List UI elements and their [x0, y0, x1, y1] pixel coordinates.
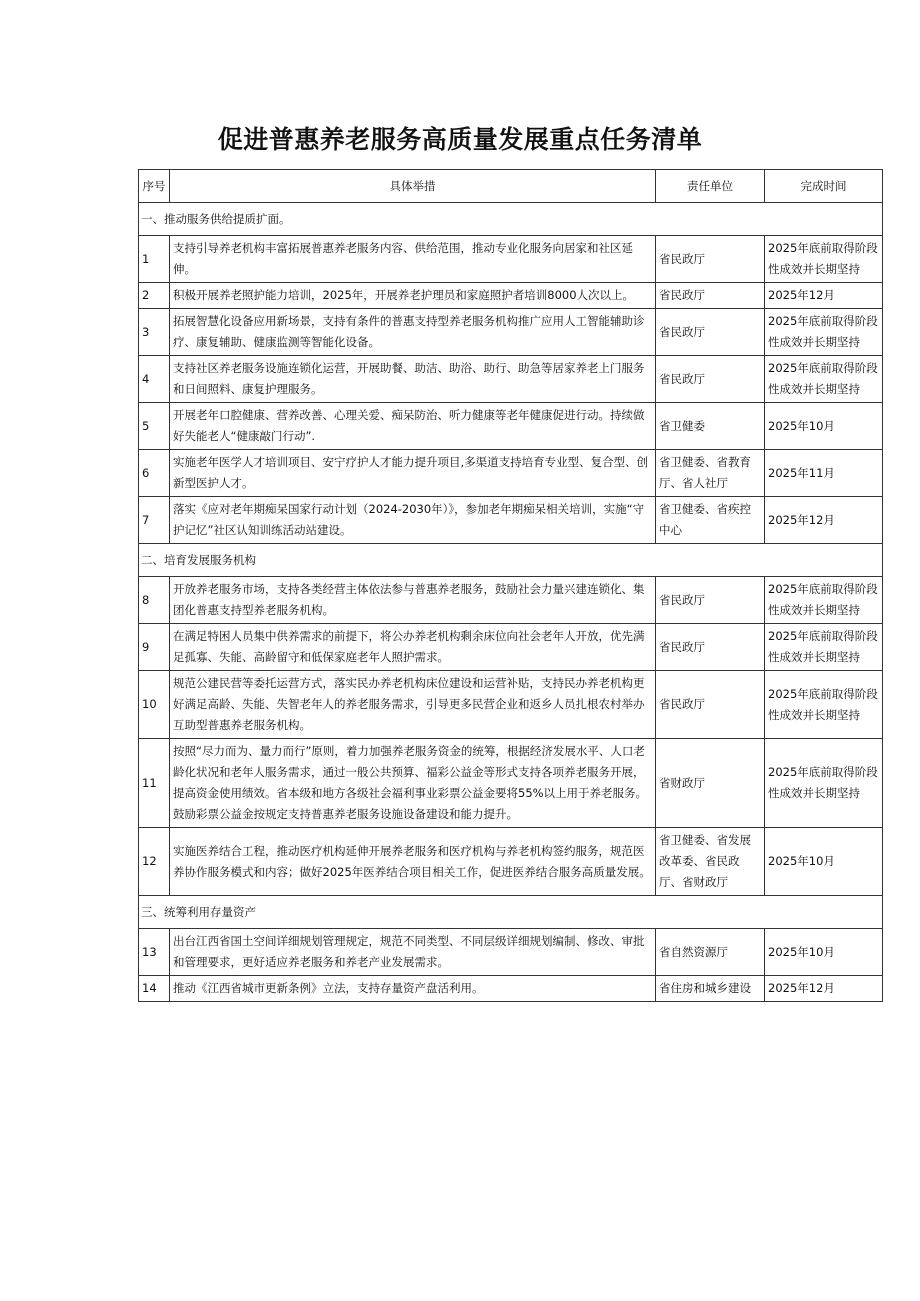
- header-unit: 责任单位: [656, 170, 765, 203]
- row-completion-time: 2025年10月: [765, 828, 883, 896]
- row-completion-time: 2025年11月: [765, 450, 883, 497]
- table-row: [139, 309, 883, 356]
- table-row: [139, 450, 883, 497]
- table-row: [139, 976, 883, 1002]
- section-heading: 二、培育发展服务机构: [139, 544, 883, 577]
- row-completion-time: 2025年10月: [765, 929, 883, 976]
- row-completion-time: 2025年底前取得阶段性成效并长期坚持: [765, 577, 883, 624]
- table-row: [139, 497, 883, 544]
- table-row: [139, 283, 883, 309]
- row-responsible-unit: 省民政厅: [656, 236, 765, 283]
- section-heading: 一、推动服务供给提质扩面。: [139, 203, 883, 236]
- row-completion-time: 2025年底前取得阶段性成效并长期坚持: [765, 356, 883, 403]
- section-row: [139, 544, 883, 577]
- row-measure: 拓展智慧化设备应用新场景，支持有条件的普惠支持型养老服务机构推广应用人工智能辅助诊疗、康复辅助、健康监测等智能化设备。: [170, 309, 656, 356]
- row-number: 1: [139, 236, 170, 283]
- row-responsible-unit: 省民政厅: [656, 283, 765, 309]
- task-table: [138, 169, 883, 1002]
- header-measure: 具体举措: [170, 170, 656, 203]
- row-number: 6: [139, 450, 170, 497]
- row-measure: 开放养老服务市场，支持各类经营主体依法参与普惠养老服务，鼓励社会力量兴建连锁化、集团化普惠支持型养老服务机构。: [170, 577, 656, 624]
- header-time: 完成时间: [765, 170, 883, 203]
- row-responsible-unit: 省财政厅: [656, 739, 765, 828]
- row-measure: 开展老年口腔健康、营养改善、心理关爱、痴呆防治、听力健康等老年健康促进行动。持续做好失能老人“健康敲门行动”.: [170, 403, 656, 450]
- row-number: 9: [139, 624, 170, 671]
- row-number: 5: [139, 403, 170, 450]
- row-number: 10: [139, 671, 170, 739]
- row-measure: 支持引导养老机构丰富拓展普惠养老服务内容、供给范围，推动专业化服务向居家和社区延伸。: [170, 236, 656, 283]
- row-completion-time: 2025年12月: [765, 976, 883, 1002]
- section-row: [139, 203, 883, 236]
- row-number: 4: [139, 356, 170, 403]
- row-completion-time: 2025年底前取得阶段性成效并长期坚持: [765, 739, 883, 828]
- section-row: [139, 896, 883, 929]
- row-number: 3: [139, 309, 170, 356]
- row-completion-time: 2025年底前取得阶段性成效并长期坚持: [765, 671, 883, 739]
- row-responsible-unit: 省卫健委、省发展改革委、省民政厅、省财政厅: [656, 828, 765, 896]
- row-measure: 实施医养结合工程，推动医疗机构延伸开展养老服务和医疗机构与养老机构签约服务，规范医养协作服务模式和内容；做好2025年医养结合项目相关工作，促进医养结合服务高质量发展。: [170, 828, 656, 896]
- header-no: 序号: [139, 170, 170, 203]
- table-row: [139, 577, 883, 624]
- row-completion-time: 2025年12月: [765, 497, 883, 544]
- row-responsible-unit: 省民政厅: [656, 356, 765, 403]
- table-row: [139, 624, 883, 671]
- table-row: [139, 671, 883, 739]
- row-measure: 实施老年医学人才培训项目、安宁疗护人才能力提升项目,多渠道支持培育专业型、复合型、创新型医护人才。: [170, 450, 656, 497]
- table-row: [139, 828, 883, 896]
- section-heading: 三、统筹利用存量资产: [139, 896, 883, 929]
- row-measure: 支持社区养老服务设施连锁化运营，开展助餐、助洁、助浴、助行、助急等居家养老上门服务和日间照料、康复护理服务。: [170, 356, 656, 403]
- row-completion-time: 2025年12月: [765, 283, 883, 309]
- row-number: 8: [139, 577, 170, 624]
- table-row: [139, 403, 883, 450]
- row-number: 2: [139, 283, 170, 309]
- row-completion-time: 2025年底前取得阶段性成效并长期坚持: [765, 624, 883, 671]
- row-measure: 推动《江西省城市更新条例》立法，支持存量资产盘活利用。: [170, 976, 656, 1002]
- row-number: 12: [139, 828, 170, 896]
- row-responsible-unit: 省卫健委: [656, 403, 765, 450]
- row-measure: 落实《应对老年期痴呆国家行动计划（2024-2030年）》，参加老年期痴呆相关培训，实施“守护记忆”社区认知训练活动站建设。: [170, 497, 656, 544]
- table-row: [139, 929, 883, 976]
- table-header-row: [139, 170, 883, 203]
- row-responsible-unit: 省住房和城乡建设: [656, 976, 765, 1002]
- row-number: 14: [139, 976, 170, 1002]
- page-title: 促进普惠养老服务高质量发展重点任务清单: [217, 125, 703, 154]
- row-measure: 按照“尽力而为、量力而行”原则，着力加强养老服务资金的统筹，根据经济发展水平、人口老龄化状况和老年人服务需求，通过一般公共预算、福彩公益金等形式支持各项养老服务开展，提高资金使用绩效。省本级和地方各级社会福利事业彩票公益金要将55%以上用于养老服务。鼓励彩票公益金按规定支持普惠养老服务设施设备建设和能力提升。: [170, 739, 656, 828]
- row-measure: 在满足特困人员集中供养需求的前提下，将公办养老机构剩余床位向社会老年人开放，优先满足孤寡、失能、高龄留守和低保家庭老年人照护需求。: [170, 624, 656, 671]
- row-measure: 出台江西省国土空间详细规划管理规定，规范不同类型、不同层级详细规划编制、修改、审批和管理要求，更好适应养老服务和养老产业发展需求。: [170, 929, 656, 976]
- row-responsible-unit: 省自然资源厅: [656, 929, 765, 976]
- row-responsible-unit: 省民政厅: [656, 577, 765, 624]
- row-completion-time: 2025年底前取得阶段性成效并长期坚持: [765, 309, 883, 356]
- row-responsible-unit: 省卫健委、省疾控中心: [656, 497, 765, 544]
- row-responsible-unit: 省民政厅: [656, 671, 765, 739]
- table-row: [139, 356, 883, 403]
- table-row: [139, 739, 883, 828]
- row-responsible-unit: 省卫健委、省教育厅、省人社厅: [656, 450, 765, 497]
- row-completion-time: 2025年底前取得阶段性成效并长期坚持: [765, 236, 883, 283]
- row-responsible-unit: 省民政厅: [656, 624, 765, 671]
- row-responsible-unit: 省民政厅: [656, 309, 765, 356]
- row-number: 13: [139, 929, 170, 976]
- row-completion-time: 2025年10月: [765, 403, 883, 450]
- row-number: 11: [139, 739, 170, 828]
- table-row: [139, 236, 883, 283]
- row-number: 7: [139, 497, 170, 544]
- row-measure: 规范公建民营等委托运营方式，落实民办养老机构床位建设和运营补贴，支持民办养老机构更好满足高龄、失能、失智老年人的养老服务需求，引导更多民营企业和返乡人员扎根农村举办互助型普惠养老服务机构。: [170, 671, 656, 739]
- task-table-body: [139, 203, 883, 1002]
- row-measure: 积极开展养老照护能力培训，2025年，开展养老护理员和家庭照护者培训8000人次以上。: [170, 283, 656, 309]
